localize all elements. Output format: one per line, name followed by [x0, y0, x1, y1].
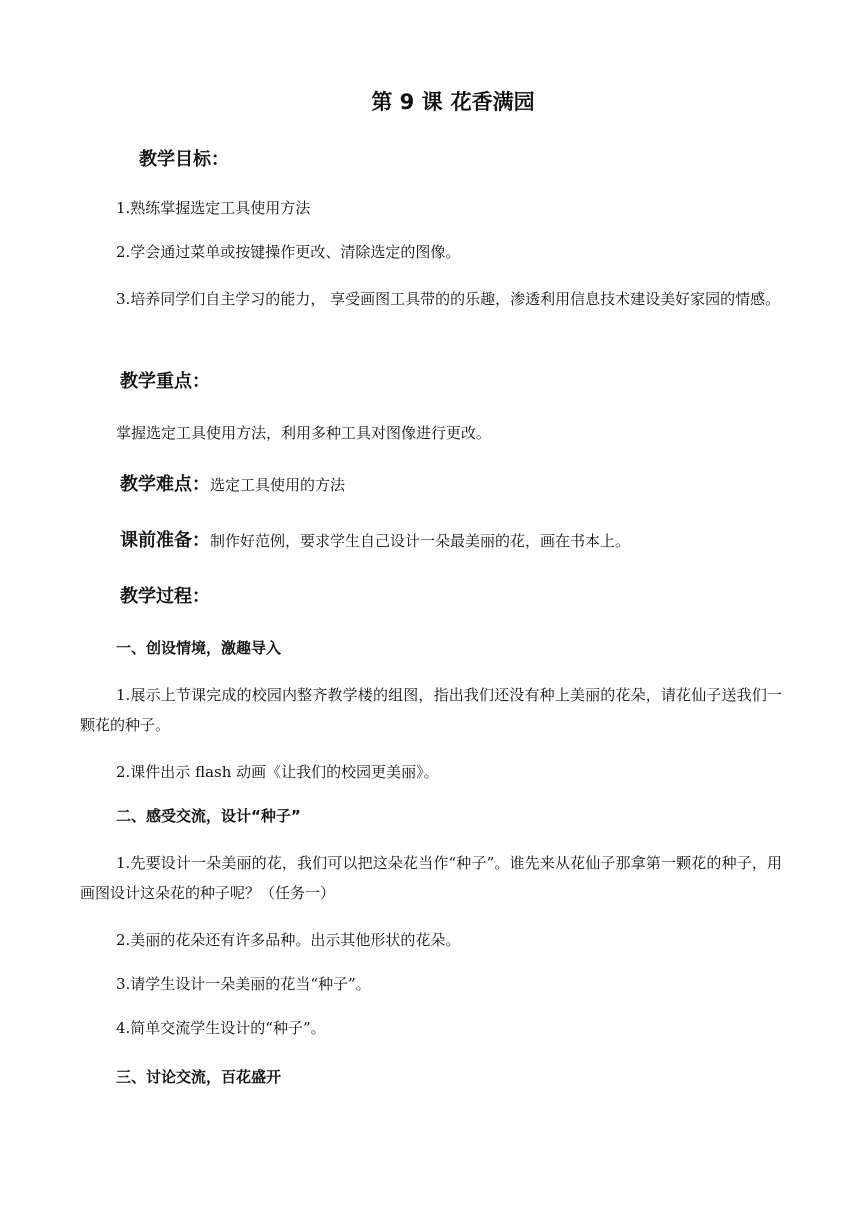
difficulties-heading: 教学难点：	[120, 474, 210, 495]
section-2-title: 二、感受交流，设计“种子”	[116, 807, 301, 825]
difficulties-text: 选定工具使用的方法	[210, 476, 346, 494]
section-1-title: 一、创设情境，激趣导入	[116, 639, 282, 657]
preparation-heading: 课前准备：	[120, 530, 210, 551]
objective-item-2: 2.学会通过菜单或按键操作更改、清除选定的图像。	[116, 243, 461, 261]
lesson-number: 第 9 课	[371, 90, 443, 114]
key-points-text: 掌握选定工具使用方法，利用多种工具对图像进行更改。	[116, 424, 492, 442]
process-heading: 教学过程：	[120, 586, 210, 607]
objectives-heading: 教学目标：	[139, 149, 229, 170]
section-2-item-4: 4.简单交流学生设计的“种子”。	[116, 1019, 326, 1037]
section-2-item-2: 2.美丽的花朵还有许多品种。出示其他形状的花朵。	[116, 931, 461, 949]
section-2-item-1: 1.先要设计一朵美丽的花，我们可以把这朵花当作“种子”。谁先来从花仙子那拿第一颗花的种子，用画图设计这朵花的种子呢？（任务一）	[80, 854, 782, 902]
preparation-text: 制作好范例，要求学生自己设计一朵最美丽的花，画在书本上。	[210, 532, 631, 550]
difficulties-line	[120, 473, 345, 497]
section-1-item-2: 2.课件出示 flash 动画《让我们的校园更美丽》。	[116, 763, 439, 781]
section-3-title: 三、讨论交流，百花盛开	[116, 1068, 282, 1086]
lesson-title	[0, 88, 860, 116]
preparation-line	[120, 529, 630, 553]
objective-item-1: 1.熟练掌握选定工具使用方法	[116, 199, 311, 217]
section-1-item-1: 1.展示上节课完成的校园内整齐教学楼的组图，指出我们还没有种上美丽的花朵，请花仙子送我们一颗花的种子。	[80, 686, 782, 734]
objective-item-3: 3.培养同学们自主学习的能力， 享受画图工具带的的乐趣，渗透利用信息技术建设美好家园的情感。	[116, 290, 781, 308]
lesson-name: 花香满园	[450, 90, 535, 114]
key-points-heading: 教学重点：	[120, 371, 210, 392]
section-2-item-3: 3.请学生设计一朵美丽的花当“种子”。	[116, 975, 371, 993]
